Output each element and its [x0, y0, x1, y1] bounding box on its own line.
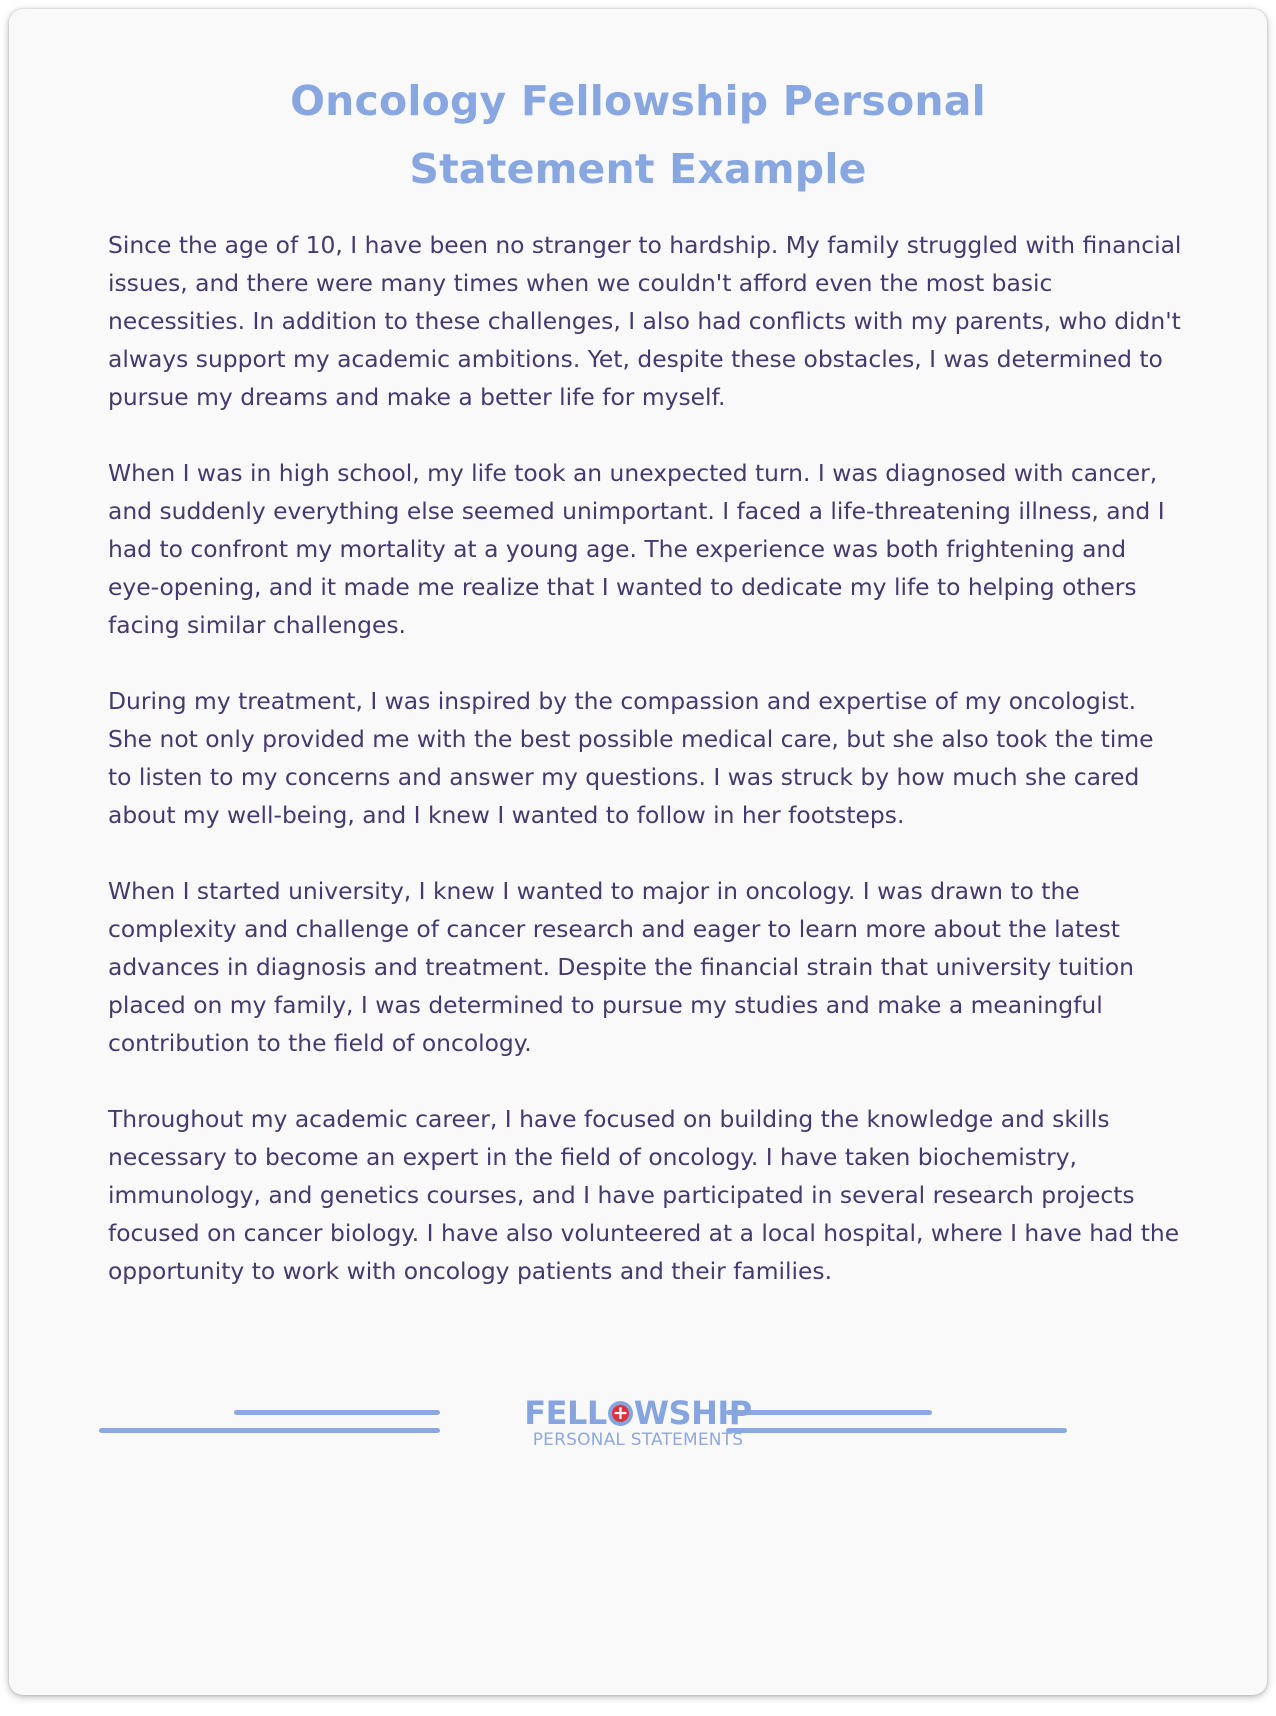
- logo-word-end: WSHIP: [633, 1394, 752, 1432]
- paragraph-2: When I was in high school, my life took an unexpected turn. I was diagnosed with cancer, and suddenly everything else seemed unimportant. I faced a life-threatening illness, and I had to confront my mortality at a young age. The experience was both frightening and eye-opening, and it made me realize that I wanted to dedicate my life to helping others facing similar challenges.: [108, 459, 1165, 639]
- paragraph-5: Throughout my academic career, I have focused on building the knowledge and skills necessary to become an expert in the field of oncology. I have taken biochemistry, immunology, and genetics courses, and I have participated in several research projects focused on cancer biology. I have also volunteered at a local hospital, where I have had the opportunity to work with oncology patients and their families.: [108, 1105, 1180, 1285]
- paragraph-1: Since the age of 10, I have been no stranger to hardship. My family struggled with financial issues, and there were many times when we couldn't afford even the most basic necessities. In addition to these challenges, I also had conflicts with my parents, who didn't always support my academic ambitions. Yet, despite these obstacles, I was determined to pursue my dreams and make a better life for myself.: [108, 231, 1182, 411]
- title-line-2: Statement Example: [409, 145, 867, 193]
- document-page: [9, 9, 1267, 1695]
- statement-body: [108, 226, 1183, 1328]
- paragraph-4: When I started university, I knew I wanted to major in oncology. I was drawn to the complexity and challenge of cancer research and eager to learn more about the latest advances in diagnosis and treatment. Despite the financial strain that university tuition placed on my family, I was determined to pursue my studies and make a meaningful contribution to the field of oncology.: [108, 877, 1134, 1057]
- footer: [9, 1394, 1267, 1609]
- footer-rule-left-long: [99, 1428, 440, 1433]
- medical-cross-icon: [608, 1401, 633, 1426]
- paragraph-3: During my treatment, I was inspired by the compassion and expertise of my oncologist. She not only provided me with the best possible medical care, but she also took the time to listen to my concerns and answer my questions. I was struck by how much she cared about my well-being, and I knew I wanted to follow in her footsteps.: [108, 687, 1154, 829]
- logo-subtitle: PERSONAL STATEMENTS: [532, 1430, 744, 1450]
- fellowship-logo: [509, 1396, 767, 1450]
- logo-word-start: FELL: [524, 1394, 607, 1432]
- logo-wordmark: [509, 1396, 767, 1430]
- footer-rule-left-short: [234, 1410, 440, 1415]
- footer-rule-right-long: [726, 1428, 1067, 1433]
- page-title: [9, 67, 1267, 203]
- title-line-1: Oncology Fellowship Personal: [290, 77, 986, 125]
